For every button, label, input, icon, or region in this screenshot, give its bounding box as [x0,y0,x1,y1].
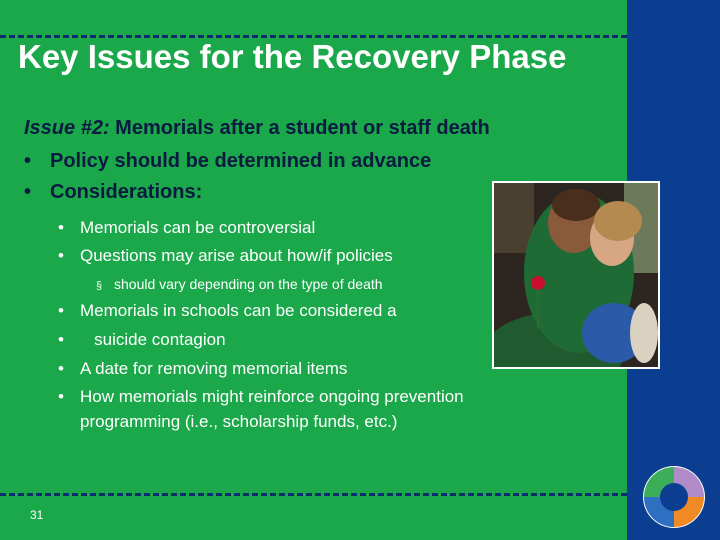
photo-illustration [494,183,658,367]
subbullet-reinforce-cont: programming (i.e., scholarship funds, etc.) [80,412,398,431]
bullet-considerations: • Considerations: [24,181,203,203]
bullet-policy: • Policy should be determined in advance [24,150,432,172]
subbullet-date: • A date for removing memorial items [58,359,348,378]
memorial-hug-photo [492,181,660,369]
subbullet-reinforce: • How memorials might reinforce ongoing prevention [58,387,464,406]
slide-title: Key Issues for the Recovery Phase [18,38,567,75]
subbullet-contagion: • suicide contagion [58,330,226,349]
issue-heading [24,117,490,140]
issue-prefix: Issue #2: [24,117,110,139]
subsubbullet-vary: § should vary depending on the type of death [96,276,383,292]
page-number: 31 [30,508,44,522]
issue-text: Memorials after a student or staff death [109,117,490,139]
subbullet-questions: • Questions may arise about how/if policies [58,246,393,265]
subbullet-controversial: • Memorials can be controversial [58,218,316,237]
subbullet-memorials-schools: • Memorials in schools can be considered a [58,301,397,320]
bullet-dot: • [24,150,32,172]
bottom-dashed-divider [0,493,627,496]
bullet-dot: • [24,181,32,203]
program-logo-icon [642,465,706,529]
